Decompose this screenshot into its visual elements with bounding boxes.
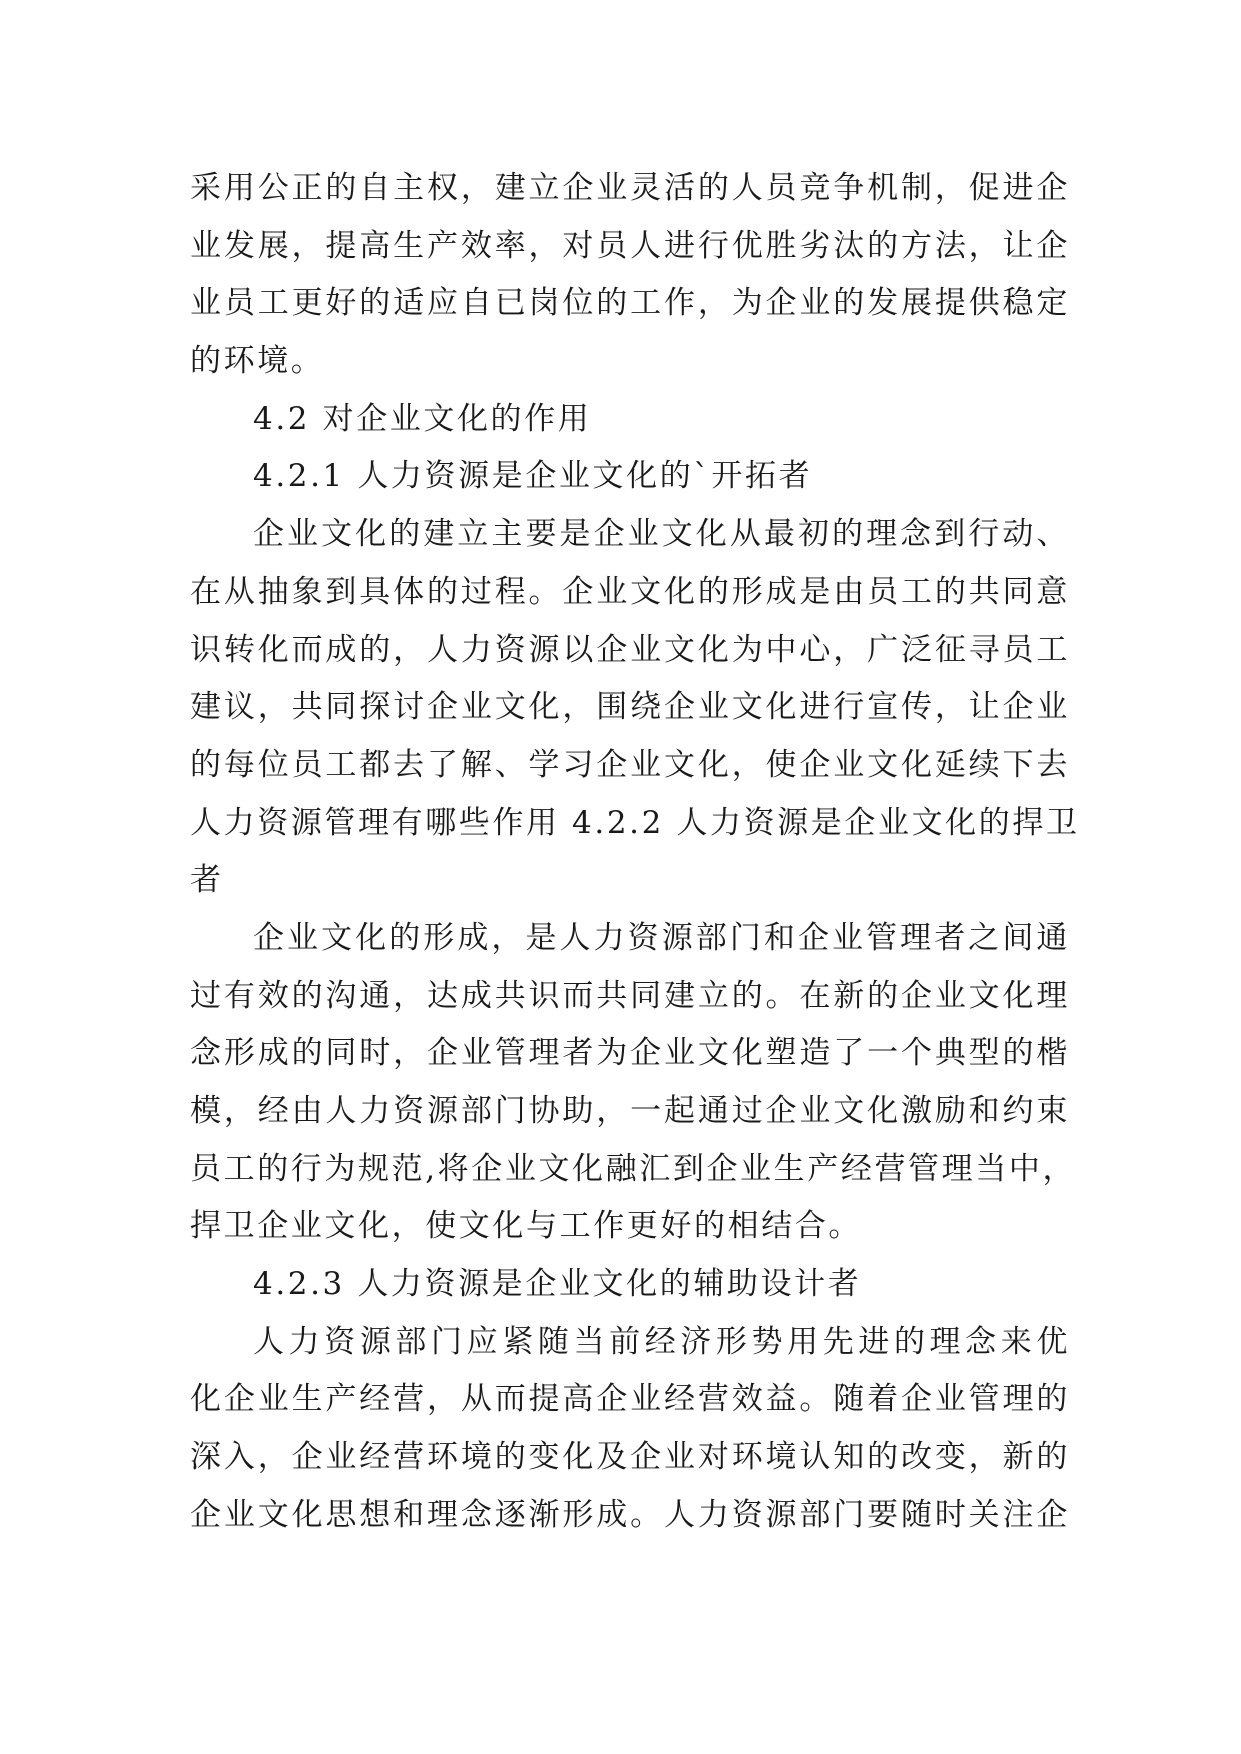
document-body (190, 160, 1080, 1545)
text-line: 念形成的同时，企业管理者为企业文化塑造了一个典型的楷 (190, 1035, 1070, 1072)
text-line: 化企业生产经营，从而提高企业经营效益。随着企业管理的 (190, 1381, 1070, 1418)
text-line: 企业文化的形成，是人力资源部门和企业管理者之间通 (253, 919, 1070, 956)
text-line: 的环境。 (190, 343, 325, 380)
section-heading: 4.2.1 人力资源是企业文化的`开拓者 (253, 458, 813, 495)
text-line: 模，经由人力资源部门协助，一起通过企业文化激励和约束 (190, 1093, 1070, 1129)
text-line: 业发展，提高生产效率，对员人进行优胜劣汰的方法，让企 (190, 227, 1070, 264)
text-line: 企业文化的建立主要是企业文化从最初的理念到行动、 (253, 516, 1070, 553)
section-heading: 4.2.3 人力资源是企业文化的辅助设计者 (253, 1266, 862, 1303)
text-line: 捍卫企业文化，使文化与工作更好的相结合。 (190, 1208, 862, 1245)
text-line: 的每位员工都去了解、学习企业文化，使企业文化延续下去 (190, 746, 1070, 783)
text-line: 识转化而成的，人力资源以企业文化为中心，广泛征寻员工 (190, 631, 1070, 668)
text-line: 深入，企业经营环境的变化及企业对环境认知的改变，新的 (190, 1439, 1070, 1476)
text-line: 采用公正的自主权，建立企业灵活的人员竞争机制，促进企 (190, 170, 1070, 206)
text-line: 过有效的沟通，达成共识而共同建立的。在新的企业文化理 (190, 977, 1070, 1014)
text-line: 者 (190, 862, 224, 899)
section-heading: 4.2 对企业文化的作用 (253, 400, 592, 437)
text-line: 业员工更好的适应自已岗位的工作，为企业的发展提供稳定 (190, 285, 1070, 322)
text-line: 建议，共同探讨企业文化，围绕企业文化进行宣传，让企业 (190, 689, 1070, 726)
text-line: 人力资源部门应紧随当前经济形势用先进的理念来优 (253, 1323, 1070, 1360)
text-line: 企业文化思想和理念逐渐形成。人力资源部门要随时关注企 (190, 1496, 1070, 1533)
text-line: 人力资源管理有哪些作用 4.2.2 人力资源是企业文化的捍卫 (190, 804, 1080, 841)
text-line: 员工的行为规范,将企业文化融汇到企业生产经营管理当中， (190, 1150, 1077, 1187)
text-line: 在从抽象到具体的过程。企业文化的形成是由员工的共同意 (190, 573, 1070, 610)
